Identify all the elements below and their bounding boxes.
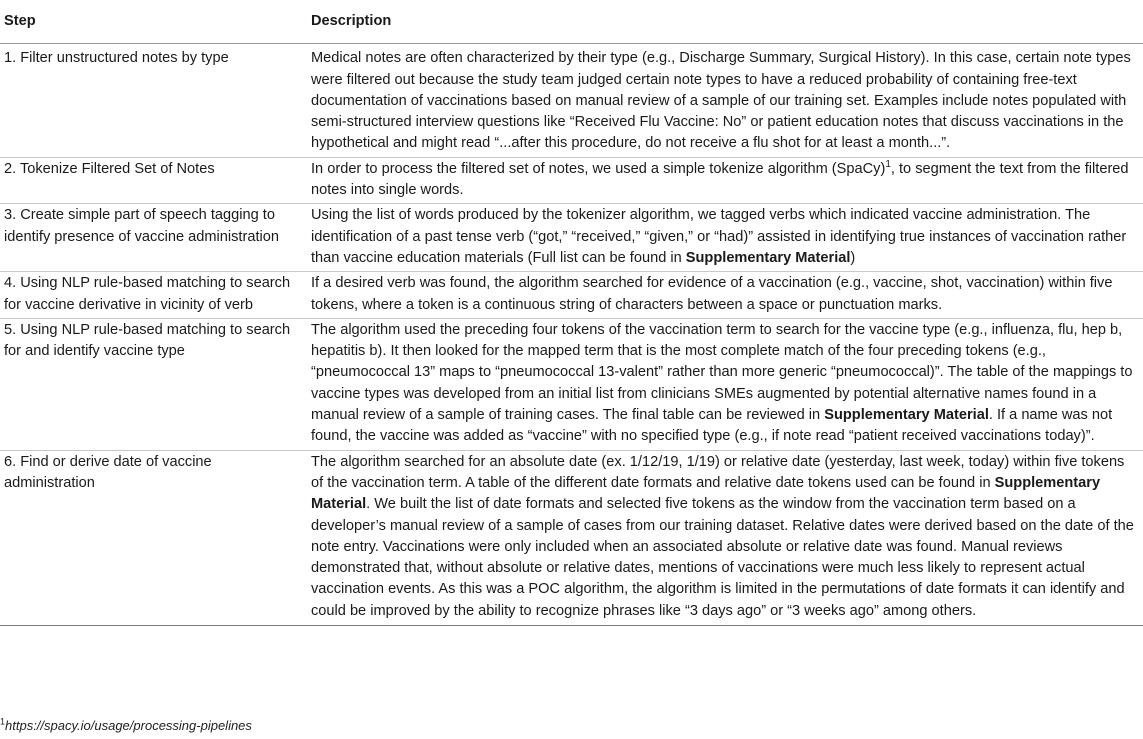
table-row xyxy=(0,318,1143,450)
footnote xyxy=(0,718,252,733)
description-cell xyxy=(311,318,1143,450)
step-cell: 6. Find or derive date of vaccine administration xyxy=(0,450,311,625)
supplementary-ref: Supplementary Material xyxy=(685,249,851,266)
table-header-row xyxy=(0,0,1143,44)
step-cell: 2. Tokenize Filtered Set of Notes xyxy=(0,157,311,204)
description-cell xyxy=(311,450,1143,625)
description-text: Medical notes are often characterized by their type (e.g., Discharge Summary, Surgical History). In this case, certain note types were filtered out because the study team judged certain note types to have a reduced probability of containing free-text documentation of vaccinations based on manual review of a sample of our training set. Examples include notes populated with semi-structured interview questions like “Received Flu Vaccine: No” or patient education notes that discuss vaccinations in the hypothetical and might read “...after this procedure, do not receive a flu shot for at least a month...”. xyxy=(311,50,1131,152)
description-text: , to segment the text from the filtered notes into single words. xyxy=(311,160,1129,199)
step-cell: 3. Create simple part of speech tagging to identify presence of vaccine administration xyxy=(0,204,311,272)
footnote-text: https://spacy.io/usage/processing-pipelines xyxy=(5,718,252,733)
header-description: Description xyxy=(311,0,1143,44)
description-text: If a desired verb was found, the algorithm searched for evidence of a vaccination (e.g., vaccine, shot, vaccination) within five tokens, where a token is a continuous string of characters between a space or punctuation marks. xyxy=(311,275,1113,313)
description-text: . We built the list of date formats and selected five tokens as the window from the vaccination term based on a developer’s manual review of a sample of cases from our training dataset. Relative dates were derived based on the date of the note entry. Vaccinations were only included when an associated absolute or relative date was found. Manual reviews demonstrated that, without absolute or relative dates, mentions of vaccinations were much less likely to represent actual vaccination events. As this was a POC algorithm, the algorithm is limited in the permutations of date formats it can identify and could be improved by the ability to recognize phrases like “3 days ago” or “3 weeks ago” among others. xyxy=(311,496,1134,619)
description-text: ) xyxy=(850,249,856,266)
description-text: . If a name was not found, the vaccine was added as “vaccine” with no specified type (e.g., if note read “patient received vaccinations today)”. xyxy=(311,407,1113,445)
table-body xyxy=(0,44,1143,626)
step-cell: 4. Using NLP rule-based matching to search for vaccine derivative in vicinity of verb xyxy=(0,272,311,319)
description-text: Using the list of words produced by the tokenizer algorithm, we tagged verbs which indicated vaccine administration. The identification of a past tense verb (“got,” “received,” “given,” or “had)” assisted in identifying true instances of vaccination rather than vaccine education materials (Full list can be found in xyxy=(311,207,1127,266)
table-row xyxy=(0,44,1143,157)
step-cell: 5. Using NLP rule-based matching to search for and identify vaccine type xyxy=(0,318,311,450)
step-cell: 1. Filter unstructured notes by type xyxy=(0,44,311,157)
description-cell xyxy=(311,157,1143,204)
header-step: Step xyxy=(0,0,311,44)
footnote-ref: 1 xyxy=(885,158,891,170)
description-cell xyxy=(311,44,1143,157)
table-row xyxy=(0,204,1143,272)
table-row xyxy=(0,450,1143,625)
description-text: The algorithm searched for an absolute date (ex. 1/12/19, 1/19) or relative date (yesterday, last week, today) within five tokens of the vaccination term. A table of the different date formats and relative date tokens used can be found in xyxy=(311,453,1125,491)
description-cell xyxy=(311,204,1143,272)
description-cell xyxy=(311,272,1143,319)
description-text: In order to process the filtered set of notes, we used a simple tokenize algorithm (SpaCy) xyxy=(311,160,886,177)
supplementary-ref: Supplementary Material xyxy=(311,474,1101,513)
table-row xyxy=(0,272,1143,319)
supplementary-ref: Supplementary Material xyxy=(824,407,989,424)
description-text: The algorithm used the preceding four tokens of the vaccination term to search for the vaccine type (e.g., influenza, flu, hep b, hepatitis b). It then looked for the mapped term that is the most complete match of the four preceding tokens (e.g., “pneumococcal 13” maps to “pneumococcal 13-valent” rather than more generic “pneumococcal)”. The table of the mappings to vaccine types was developed from an initial list from clinicians SMEs augmented by potential alternative names found in a manual review of a sample of training cases. The final table can be reviewed in xyxy=(311,321,1133,424)
table-row xyxy=(0,157,1143,204)
footnote-mark: 1 xyxy=(0,716,6,727)
